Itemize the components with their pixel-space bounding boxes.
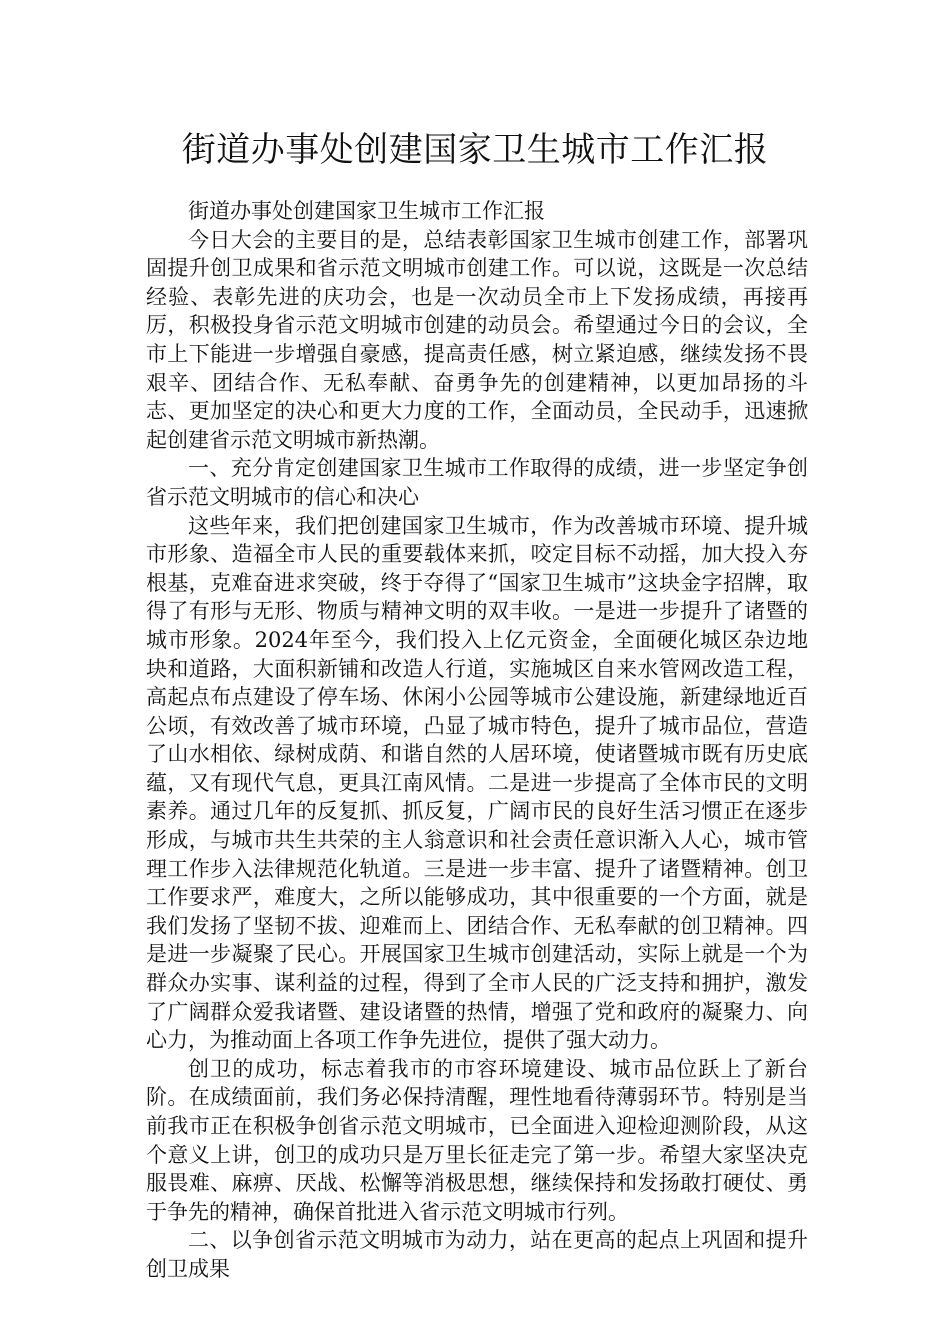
section-heading-1: 一、充分肯定创建国家卫生城市工作取得的成绩，进一步坚定争创省示范文明城市的信心和决心: [146, 456, 808, 509]
document-title: 街道办事处创建国家卫生城市工作汇报: [181, 130, 769, 170]
section-heading-2: 二、以争创省示范文明城市为动力，站在更高的起点上巩固和提升创卫成果: [146, 1228, 808, 1281]
document-body: [146, 197, 808, 1284]
achievements-paragraph: 这些年来，我们把创建国家卫生城市，作为改善城市环境、提升城市形象、造福全市人民的重要载体来抓，咬定目标不动摇，加大投入夯根基，克难奋进求突破，终于夺得了“国家卫生城市”这块金字招牌，取得了有形与无形、物质与精神文明的双丰收。一是进一步提升了诸暨的城市形象。2024年至今，我们投入上亿元资金，全面硬化城区杂边地块和道路，大面积新铺和改造人行道，实施城区自来水管网改造工程，高起点布点建设了停车场、休闲小公园等城市公建设施，新建绿地近百公顷，有效改善了城市环境，凸显了城市特色，提升了城市品位，营造了山水相依、绿树成荫、和谐自然的人居环境，使诸暨城市既有历史底蕴，又有现代气息，更具江南风情。二是进一步提高了全体市民的文明素养。通过几年的反复抓、抓反复，广阔市民的良好生活习惯正在逐步形成，与城市共生共荣的主人翁意识和社会责任意识渐入人心，城市管理工作步入法律规范化轨道。三是进一步丰富、提升了诸暨精神。创卫工作要求严，难度大，之所以能够成功，其中很重要的一个方面，就是我们发扬了坚韧不拔、迎难而上、团结合作、无私奉献的创卫精神。四是进一步凝聚了民心。开展国家卫生城市创建活动，实际上就是一个为群众办实事、谋利益的过程，得到了全市人民的广泛支持和拥护，激发了广阔群众爱我诸暨、建设诸暨的热情，增强了党和政府的凝聚力、向心力，为推动面上各项工作争先进位，提供了强大动力。: [146, 513, 808, 1053]
subtitle-paragraph: 街道办事处创建国家卫生城市工作汇报: [188, 199, 545, 223]
intro-paragraph: 今日大会的主要目的是，总结表彰国家卫生城市创建工作，部署巩固提升创卫成果和省示范文明城市创建工作。可以说，这既是一次总结经验、表彰先进的庆功会，也是一次动员全市上下发扬成绩，再接再厉，积极投身省示范文明城市创建的动员会。希望通过今日的会议，全市上下能进一步增强自豪感，提高责任感，树立紧迫感，继续发扬不畏艰辛、团结合作、无私奉献、奋勇争先的创建精神，以更加昂扬的斗志、更加坚定的决心和更大力度的工作，全面动员，全民动手，迅速掀起创建省示范文明城市新热潮。: [146, 227, 808, 452]
reflection-paragraph: 创卫的成功，标志着我市的市容环境建设、城市品位跃上了新台阶。在成绩面前，我们务必保持清醒，理性地看待薄弱环节。特别是当前我市正在积极争创省示范文明城市，已全面进入迎检迎测阶段，从这个意义上讲，创卫的成功只是万里长征走完了第一步。希望大家坚决克服畏难、麻痹、厌战、松懈等消极思想，继续保持和发扬敢打硬仗、勇于争先的精神，确保首批进入省示范文明城市行列。: [146, 1056, 808, 1224]
